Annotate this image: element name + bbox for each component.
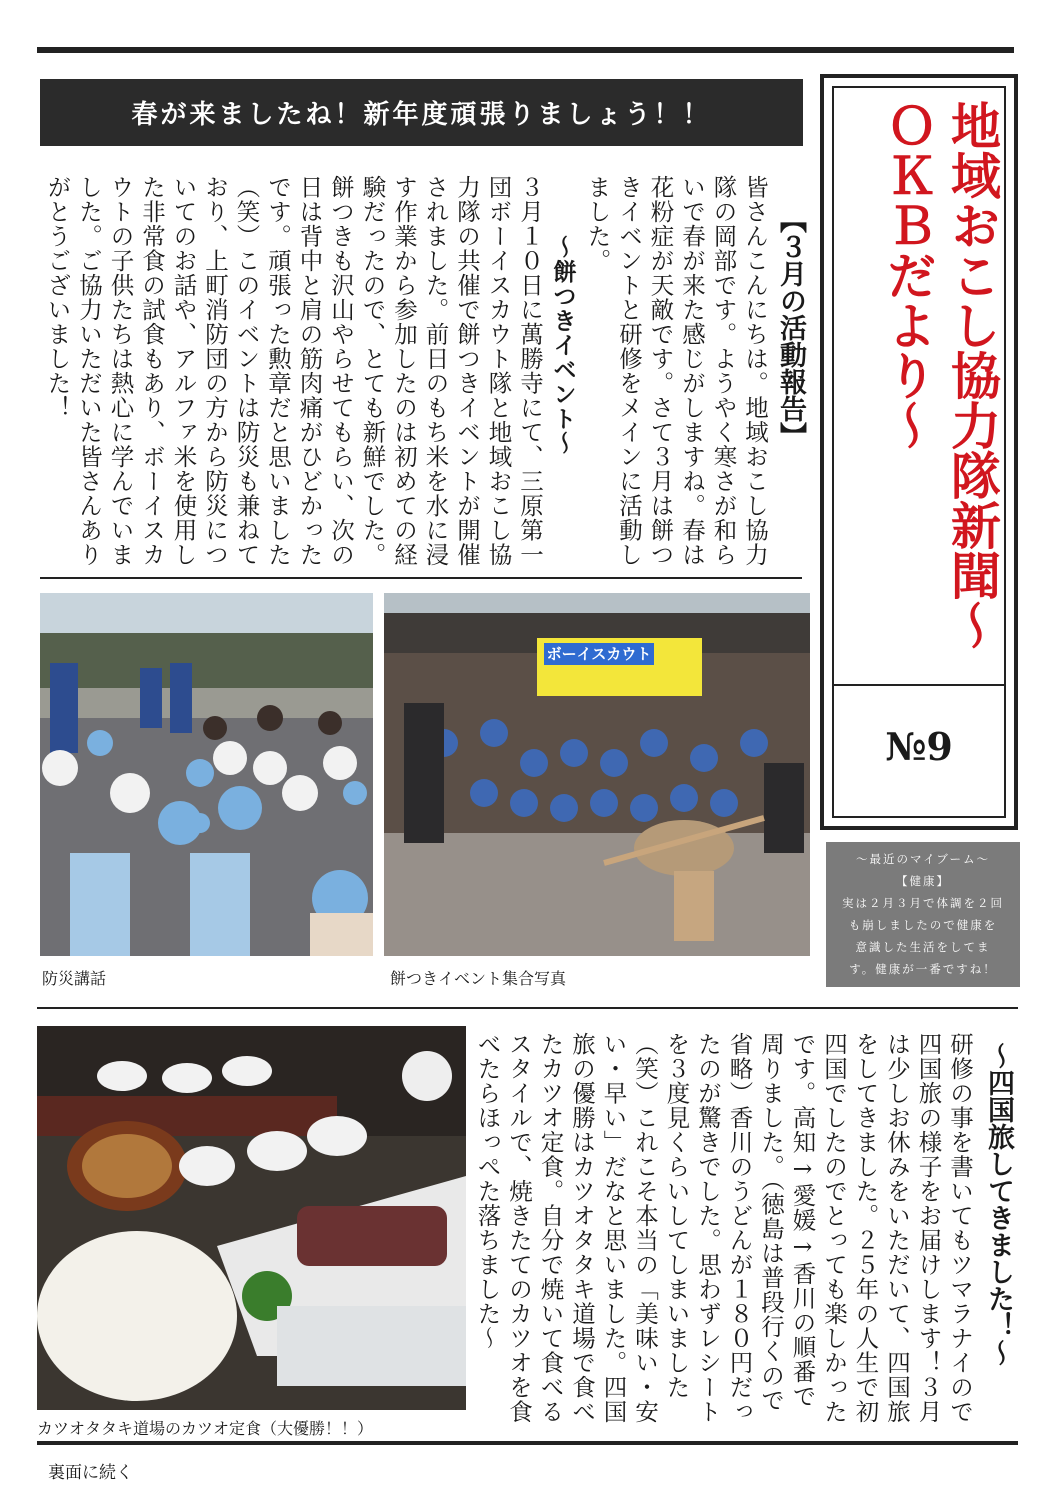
my-boom-subheader: 【健康】: [896, 874, 950, 888]
my-boom-header: 〜最近のマイブーム〜: [855, 852, 991, 866]
katsuo-meal-caption: カツオタタキ道場のカツオ定食（大優勝！！）: [37, 1419, 374, 1438]
continued-on-back: 裏面に続く: [48, 1463, 133, 1483]
newspaper-title: 地域おこし協力隊新聞〜ＯＫＢだより〜: [879, 100, 1002, 650]
katsuo-meal-photo: [37, 1026, 466, 1410]
headline-banner: 春が来ましたね！新年度頑張りましょう！！: [40, 79, 803, 146]
issue-number: №9: [885, 724, 953, 769]
report-body: ３月１０日に萬勝寺にて、三原第一団ボーイスカウト隊と地域おこし協力隊の共催で餅つきイベントが開催されました。前日のもち米を水に浸す作業から参加したのは初めての経験だったので、とても新鮮でした。餅つきも沢山やらせてもらい、次の日は背中と肩の筋肉痛がひどかったです。頑張った勲章だと思いました（笑）このイベントは防災も兼ねており、上町消防団の方から防災についてのお話や、アルファ米を使用した非常食の試食もあり、ボーイスカウトの子供たちは熱心に学んでいました。ご協力いただいた皆さんありがとうございました！: [43, 175, 544, 567]
mochi-group-caption: 餅つきイベント集合写真: [390, 969, 567, 988]
disaster-lecture-caption: 防災講話: [42, 969, 107, 988]
boy-scout-banner-text: ボーイスカウト: [546, 645, 652, 663]
my-boom-box: [826, 842, 1020, 987]
report-intro: 皆さんこんにちは。地域おこし協力隊の岡部です。ようやく寒さが和らいで春が来た感じがしますね。春は花粉症が天敵です。さて３月は餅つきイベントと研修をメインに活動しました。: [583, 175, 769, 567]
mochi-subtitle: 〜餅つきイベント〜: [549, 235, 577, 456]
disaster-lecture-photo: [40, 593, 373, 956]
masthead-inner-frame: [832, 86, 1006, 818]
my-boom-line: す。健康が一番ですね！: [849, 962, 997, 976]
middle-divider: [37, 1007, 1018, 1009]
report-title: 【３月の活動報告】: [775, 206, 806, 449]
masthead: [820, 74, 1018, 830]
shikoku-title: 〜四国旅してきました！〜: [983, 1042, 1014, 1366]
mochi-group-photo: [384, 593, 810, 956]
shikoku-body: 研修の事を書いてもツマラナイので四国旅の様子をお届けします！３月は少しお休みをいただいて、四国旅をしてきました。２５年の人生で初四国でしたのでとっても楽しかったです。高知→愛媛→香川の順番で周りました。（徳島は普段行くので省略）香川のうどんが１８０円だったのが驚きでした。思わずレシートを３度見くらいしてしまいました（笑）これこそ本当の「美味い・安い・早い」だなと思いました。四国旅の優勝はカツオタタキ道場で食べたカツオ定食。自分で焼いて食べるスタイルで、焼きたてのカツオを食べたらほっぺた落ちました〜: [473, 1032, 974, 1424]
masthead-divider: [834, 684, 1004, 686]
bottom-rule: [37, 1441, 1018, 1445]
my-boom-line: 実は２月３月で体調を２回: [842, 896, 1004, 910]
my-boom-line: も崩しましたので健康を: [848, 918, 998, 932]
top-rule: [37, 47, 1014, 53]
my-boom-line: 意識した生活をしてま: [855, 940, 991, 954]
left-section-divider: [40, 577, 802, 579]
